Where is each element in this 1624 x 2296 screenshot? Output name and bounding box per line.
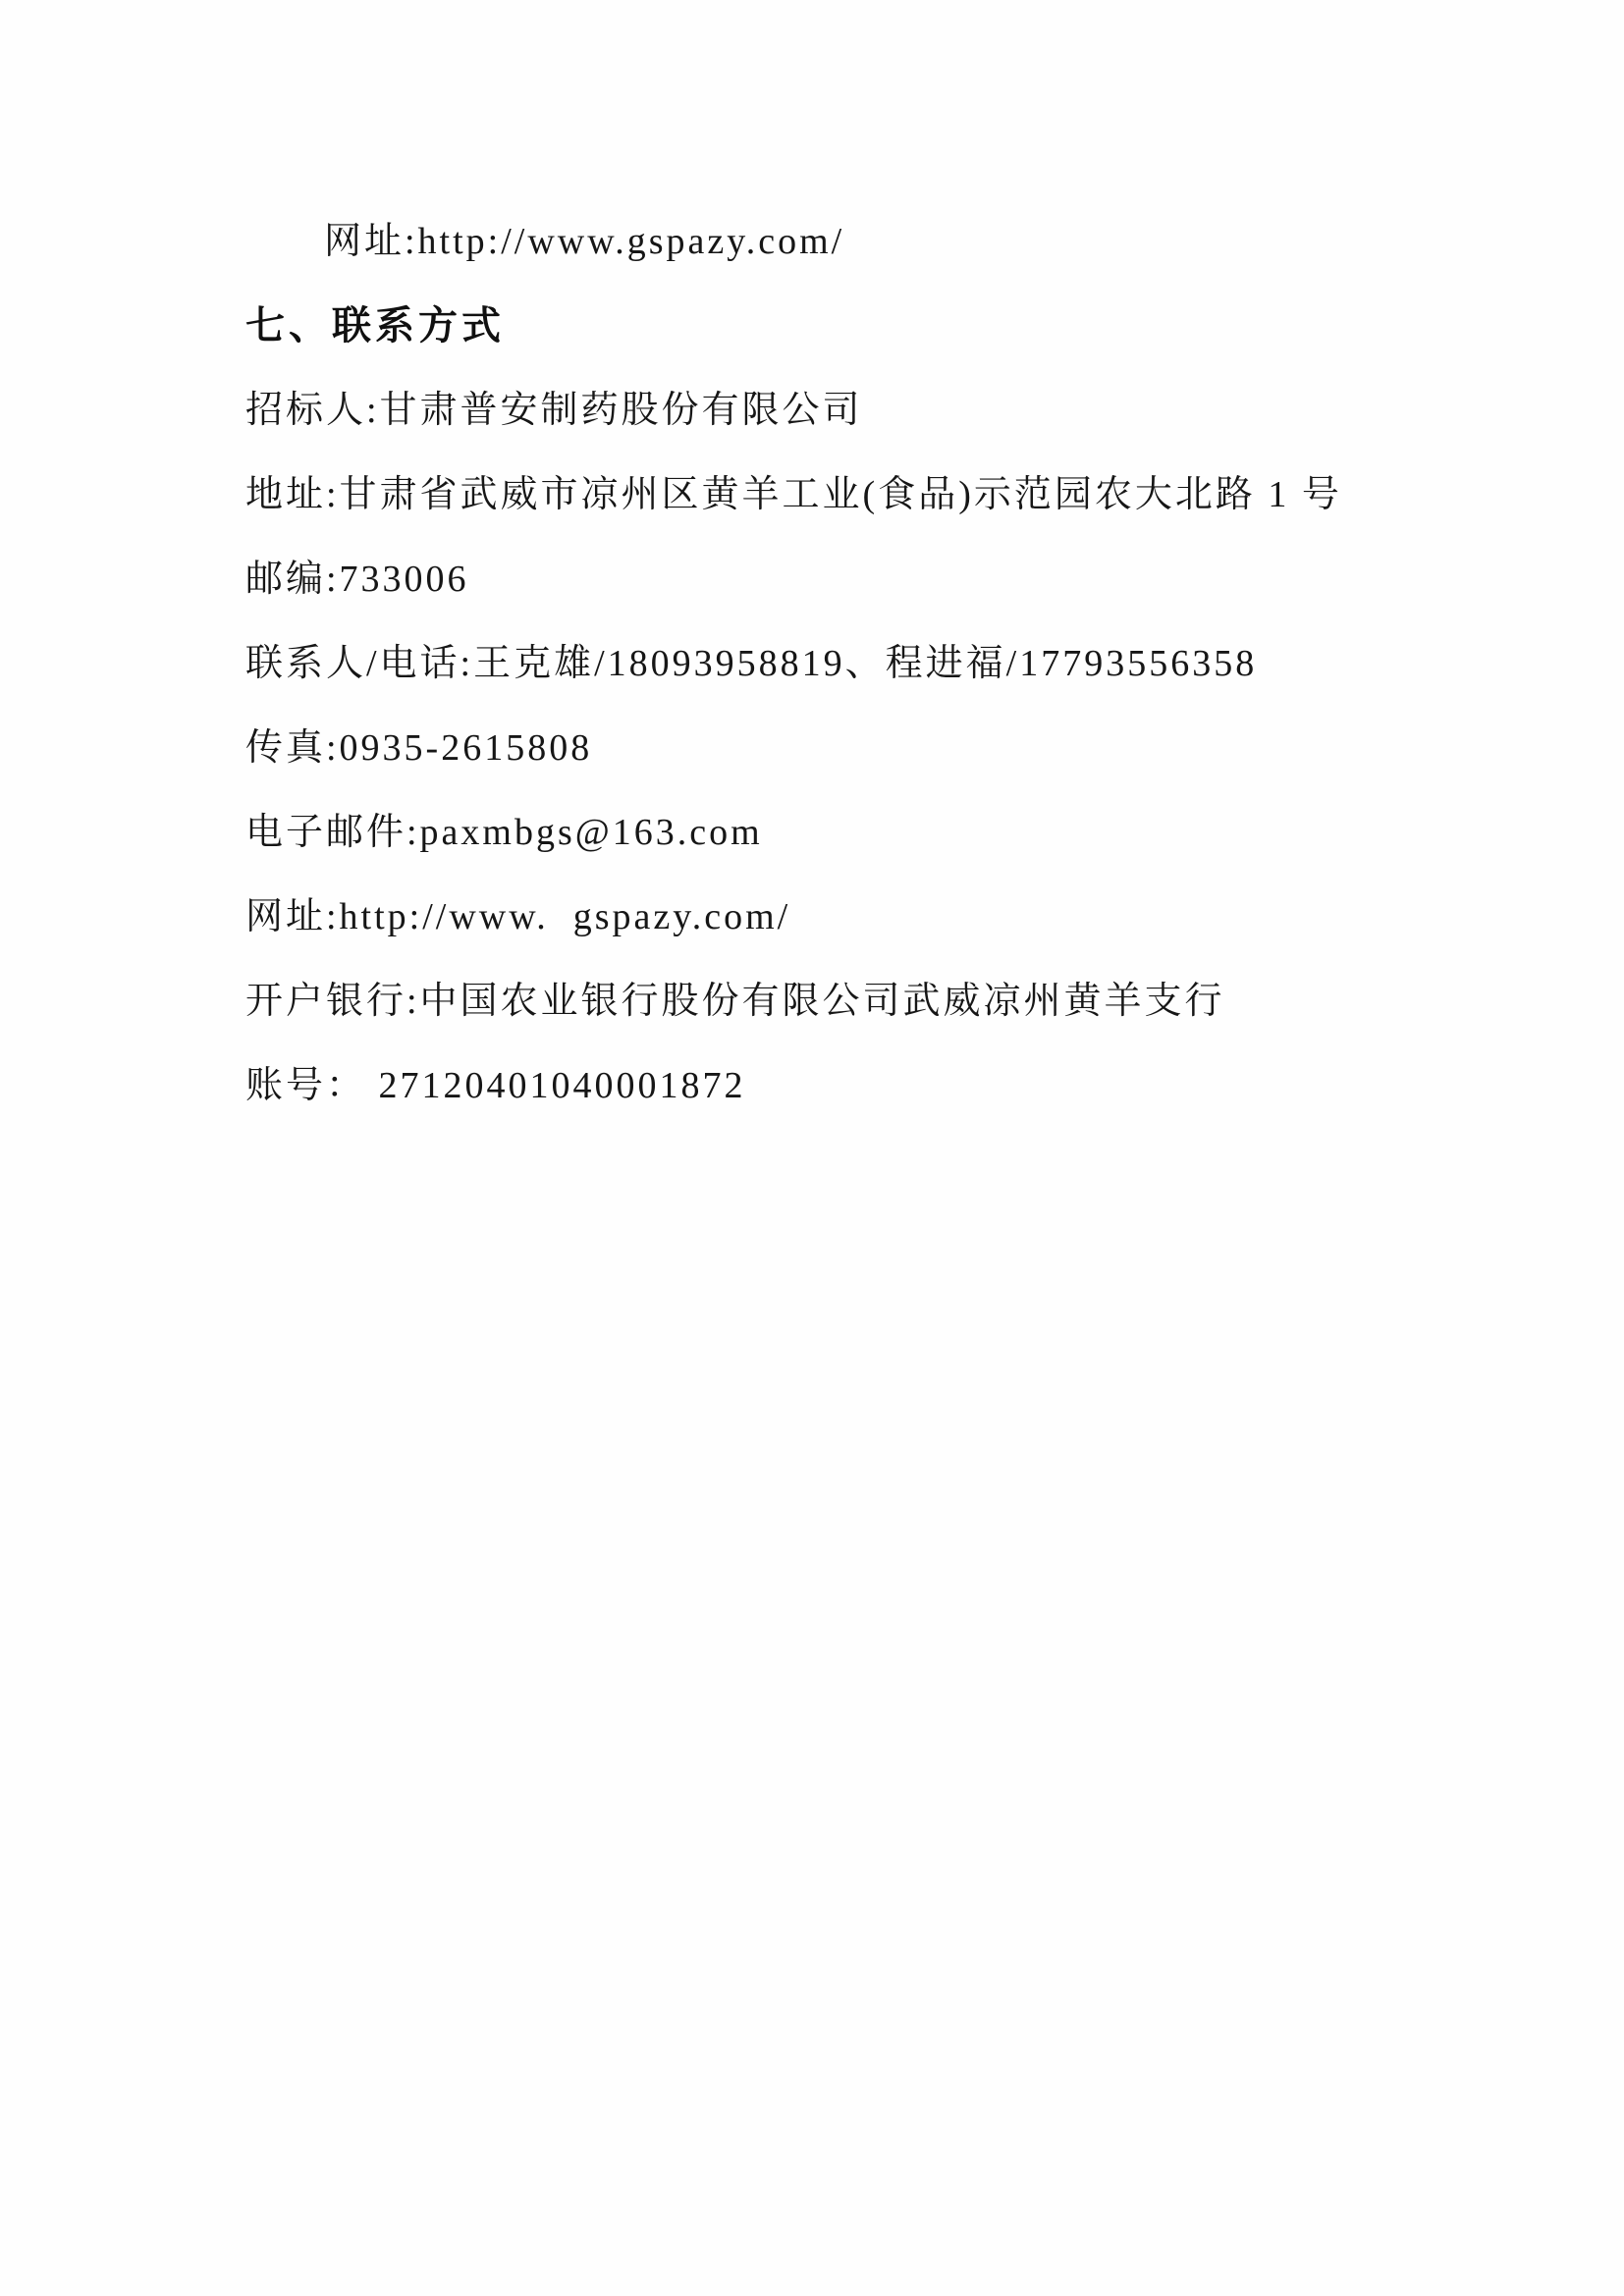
contact-phone-line: 联系人/电话:王克雄/18093958819、程进福/17793556358	[245, 643, 1258, 684]
email-line: 电子邮件:paxmbgs@163.com	[245, 812, 763, 853]
fax-line: 传真:0935-2615808	[245, 727, 593, 769]
tenderer-line: 招标人:甘肃普安制药股份有限公司	[245, 390, 863, 431]
postcode-line: 邮编:733006	[245, 559, 469, 600]
account-number-line: 账号： 27120401040001872	[245, 1065, 746, 1106]
section-heading-contact: 七、联系方式	[245, 303, 505, 347]
website-line-top: 网址:http://www.gspazy.com/	[324, 221, 845, 262]
address-line: 地址:甘肃省武威市凉州区黄羊工业(食品)示范园农大北路 1 号	[245, 474, 1342, 515]
website-line-bottom: 网址:http://www. gspazy.com/	[245, 896, 791, 937]
bank-line: 开户银行:中国农业银行股份有限公司武威凉州黄羊支行	[245, 981, 1225, 1022]
